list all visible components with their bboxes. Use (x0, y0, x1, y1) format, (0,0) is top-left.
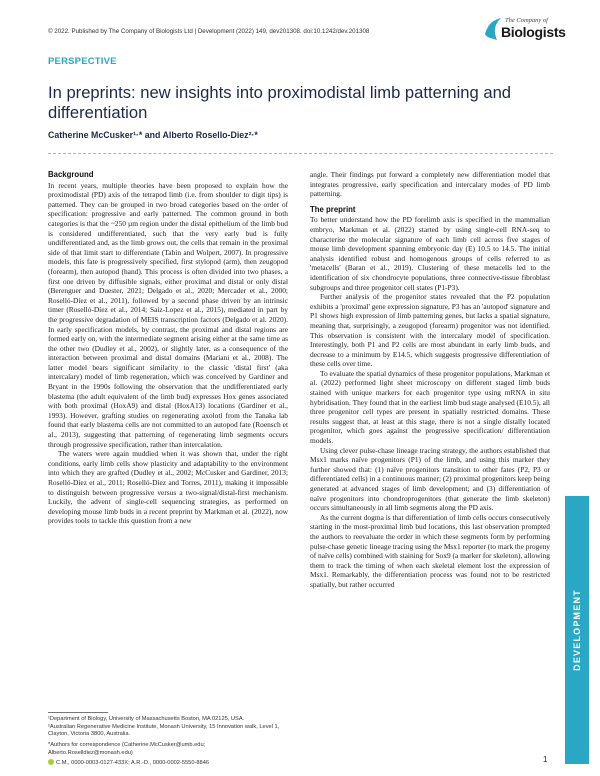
affiliation-1: ¹Department of Biology, University of Massachusetts Boston, MA 02125, USA. (48, 716, 245, 722)
paragraph: As the current dogma is that differentiation of limb cells occurs consecutively starting in the most-proximal limb bud locations, this last observation prompted the authors to reevaluate the order in which these segments form by performing pulse-chase genetic lineage tracing using the Msx1 reporter (to mark the progeny of naïve cells) combined with staining for Sox9 (a marker for skeleton), allowing them to track the timing of when each skeletal element lost the expression of Msx1. Remarkably, the differentiation process was found not to be restricted spatially, but rather occurred (310, 512, 550, 589)
sidebar-label: DEVELOPMENT (572, 589, 582, 671)
page-number: 1 (543, 755, 548, 764)
header-divider (48, 153, 553, 154)
correspondence-line1: *Authors for correspondence (Catherine.McCusker@umb.edu; (48, 742, 206, 748)
paragraph: The waters were again muddied when it was shown that, under the right conditions, early limb cells show plasticity and adaptability to the environment into which they are grafted (Dudley et al., 2002; McCusker and Gardiner, 2013; Roselló-Díez et al., 2011; Roselló-Díez and Torres, 2011), making it impossible to distinguish between progressive versus a two-signal/distal-first mechanism. Luckily, the advent of single-cell sequencing strategies, as performed on developing mouse limb buds in a recent preprint by Markman et al. (2022), now provides tools to tackle this question from a new (48, 449, 288, 526)
paragraph: Further analysis of the progenitor states revealed that the P2 population exhibits a 'proximal' gene expression signature, P3 has an 'autopod' signature and P1 shows high expression of limb patterning genes, but lacks a spatial signature, meaning that, surprisingly, a zeugopod (forearm) progenitor was not identified. This observation is consistent with the intercalary model of specification. Interestingly, both P1 and P2 cells are most abundant in early limb buds, and decrease to a minimum by E14.5, which suggests progressive differentiation of these cells over time. (310, 292, 550, 369)
footnote-divider (48, 712, 108, 713)
paragraph: To better understand how the PD forelimb axis is specified in the mammalian embryo, Markman et al. (2022) started by using single-cell RNA-seq to characterise the molecular signature of each limb cell across five stages of mouse limb development spanning embryonic day (E) 10.5 to 14.5. The initial analysis identified robust and homogenous groups of cells referred to as 'metacells' (Baran et al., 2019). Clustering of these metacells led to the identification of six chondrocyte populations, three connective-tissue fibroblast subgroups and three progenitor cell states (P1-P3). (310, 215, 550, 292)
paragraph: To evaluate the spatial dynamics of these progenitor populations, Markman et al. (2022) performed light sheet microscopy on different staged limb buds stained with unique markers for each progenitor type using mRNA in situ hybridisation. They found that in the earliest limb bud stage analysed (E10.5), all three progenitor cell types are present in spatially restricted domains. These results suggest that, at least at this stage, there is not a single distally located progenitor, which goes against the progressive specification/ differentiation models. (310, 368, 550, 446)
left-column (48, 170, 288, 526)
right-column (310, 170, 550, 590)
paragraph: Using clever pulse-chase lineage tracing strategy, the authors established that Msx1 marks naïve progenitors (P1) of the limb, and using this marker they further showed that: (1) naïve progenitors transition to other fates (P2, P3 or differentiated cells) in a continuous manner; (2) proximal progenitors keep being generated at advanced stages of limb development; and (3) differentiation of naïve progenitors into chondroprogenitors (that generate the limb skeleton) occurs simultaneously in all limb segments along the PD axis. (310, 445, 550, 513)
logo-line1: The Company of (505, 17, 548, 24)
section-heading-preprint: The preprint (310, 204, 356, 214)
correspondence-line2: Alberto.Roselldiez@monash.edu) (48, 750, 133, 756)
paragraph: angle. Their findings put forward a completely new differentiation model that integrates progressive, early specification and intercalary modes of PD limb patterning. (310, 170, 550, 199)
orcid-line (48, 759, 288, 767)
publisher-logo (483, 14, 566, 46)
wave-icon (483, 16, 503, 42)
orcid-icon (48, 759, 54, 765)
journal-sidebar (565, 496, 589, 764)
citation-line: © 2022. Published by The Company of Biologists Ltd | Development (2022) 149, dev201308. doi:10.1242/dev.201308 (48, 28, 370, 35)
orcid-text: C.M., 0000-0003-0127-433X; A.R.-D., 0000-0002-5550-8846 (56, 760, 210, 766)
section-heading-background: Background (48, 170, 94, 179)
paragraph: In recent years, multiple theories have been proposed to explain how the proximodistal (PD) axis of the tetrapod limb (i.e. from shoulder to digit tips) is patterned. They can be grouped in two broad categories based on the order of specification: progressive and early patterned. The common ground in both categories is that the ~250 µm region under the distal epithelium of the limb bud is considered undifferentiated, such that the very early bud is fully undifferentiated and, as the limb grows out, the cells that remain in the proximal side of that limit start to differentiate (Tabin and Wolpert, 2007). In progressive models, this fate is progressively specified, first stylopod (arm), then zeugopod (forearm), then autopod (hand). This process is often divided into two phases, a first one driven by diffusible signals, either proximal and distal or only distal (Berenguer and Duester, 2021; Delgado et al., 2020; Mercader et al., 2000; Roselló-Díez et al., 2011), followed by a second phase driven by an intrinsic timer (Roselló-Díez et al., 2014; Saiz-Lopez et al., 2015), mediated in part by the progressive degradation of MEIS transcription factors (Delgado et al. 2020). In early specification models, by contrast, the proximal and distal regions are formed early on, with the intermediate segment arising either at the same time as the other two (Dudley et al., 2002), or slightly later, as a consequence of the interaction between proximal and distal domains (Mariani et al., 2008). The latter model bears significant similarity to the classic 'distal first' (aka intercalary) model of limb regeneration, which was conceived by Gardiner and Bryant in the 1990s following the observation that the undifferentiated early blastema (the adult equivalent of the limb bud) expresses Hox genes associated with both proximal (HoxA9) and distal (HoxA13) locations (Gardiner et al., 1993). However, grafting studies on regenerating axolotl from the Tanaka lab found that early blastema cells are not committed to an autopod fate (Roensch et al., 2013), suggesting that patterning of regenerating limb segments occurs through progressive specification, rather than intercalation. (48, 180, 288, 449)
article-type: PERSPECTIVE (48, 56, 117, 67)
author-list: Catherine McCusker¹·* and Alberto Rosello-Diez²·* (48, 130, 258, 140)
affiliation-2: ²Australian Regenerative Medicine Institute, Monash University, 15 Innovation walk, Level 1, Clayton, Victoria 3800, Australia. (48, 724, 280, 738)
article-title: In preprints: new insights into proximodistal limb patterning and differentiation (48, 83, 512, 122)
logo-line2: Biologists (501, 24, 566, 40)
